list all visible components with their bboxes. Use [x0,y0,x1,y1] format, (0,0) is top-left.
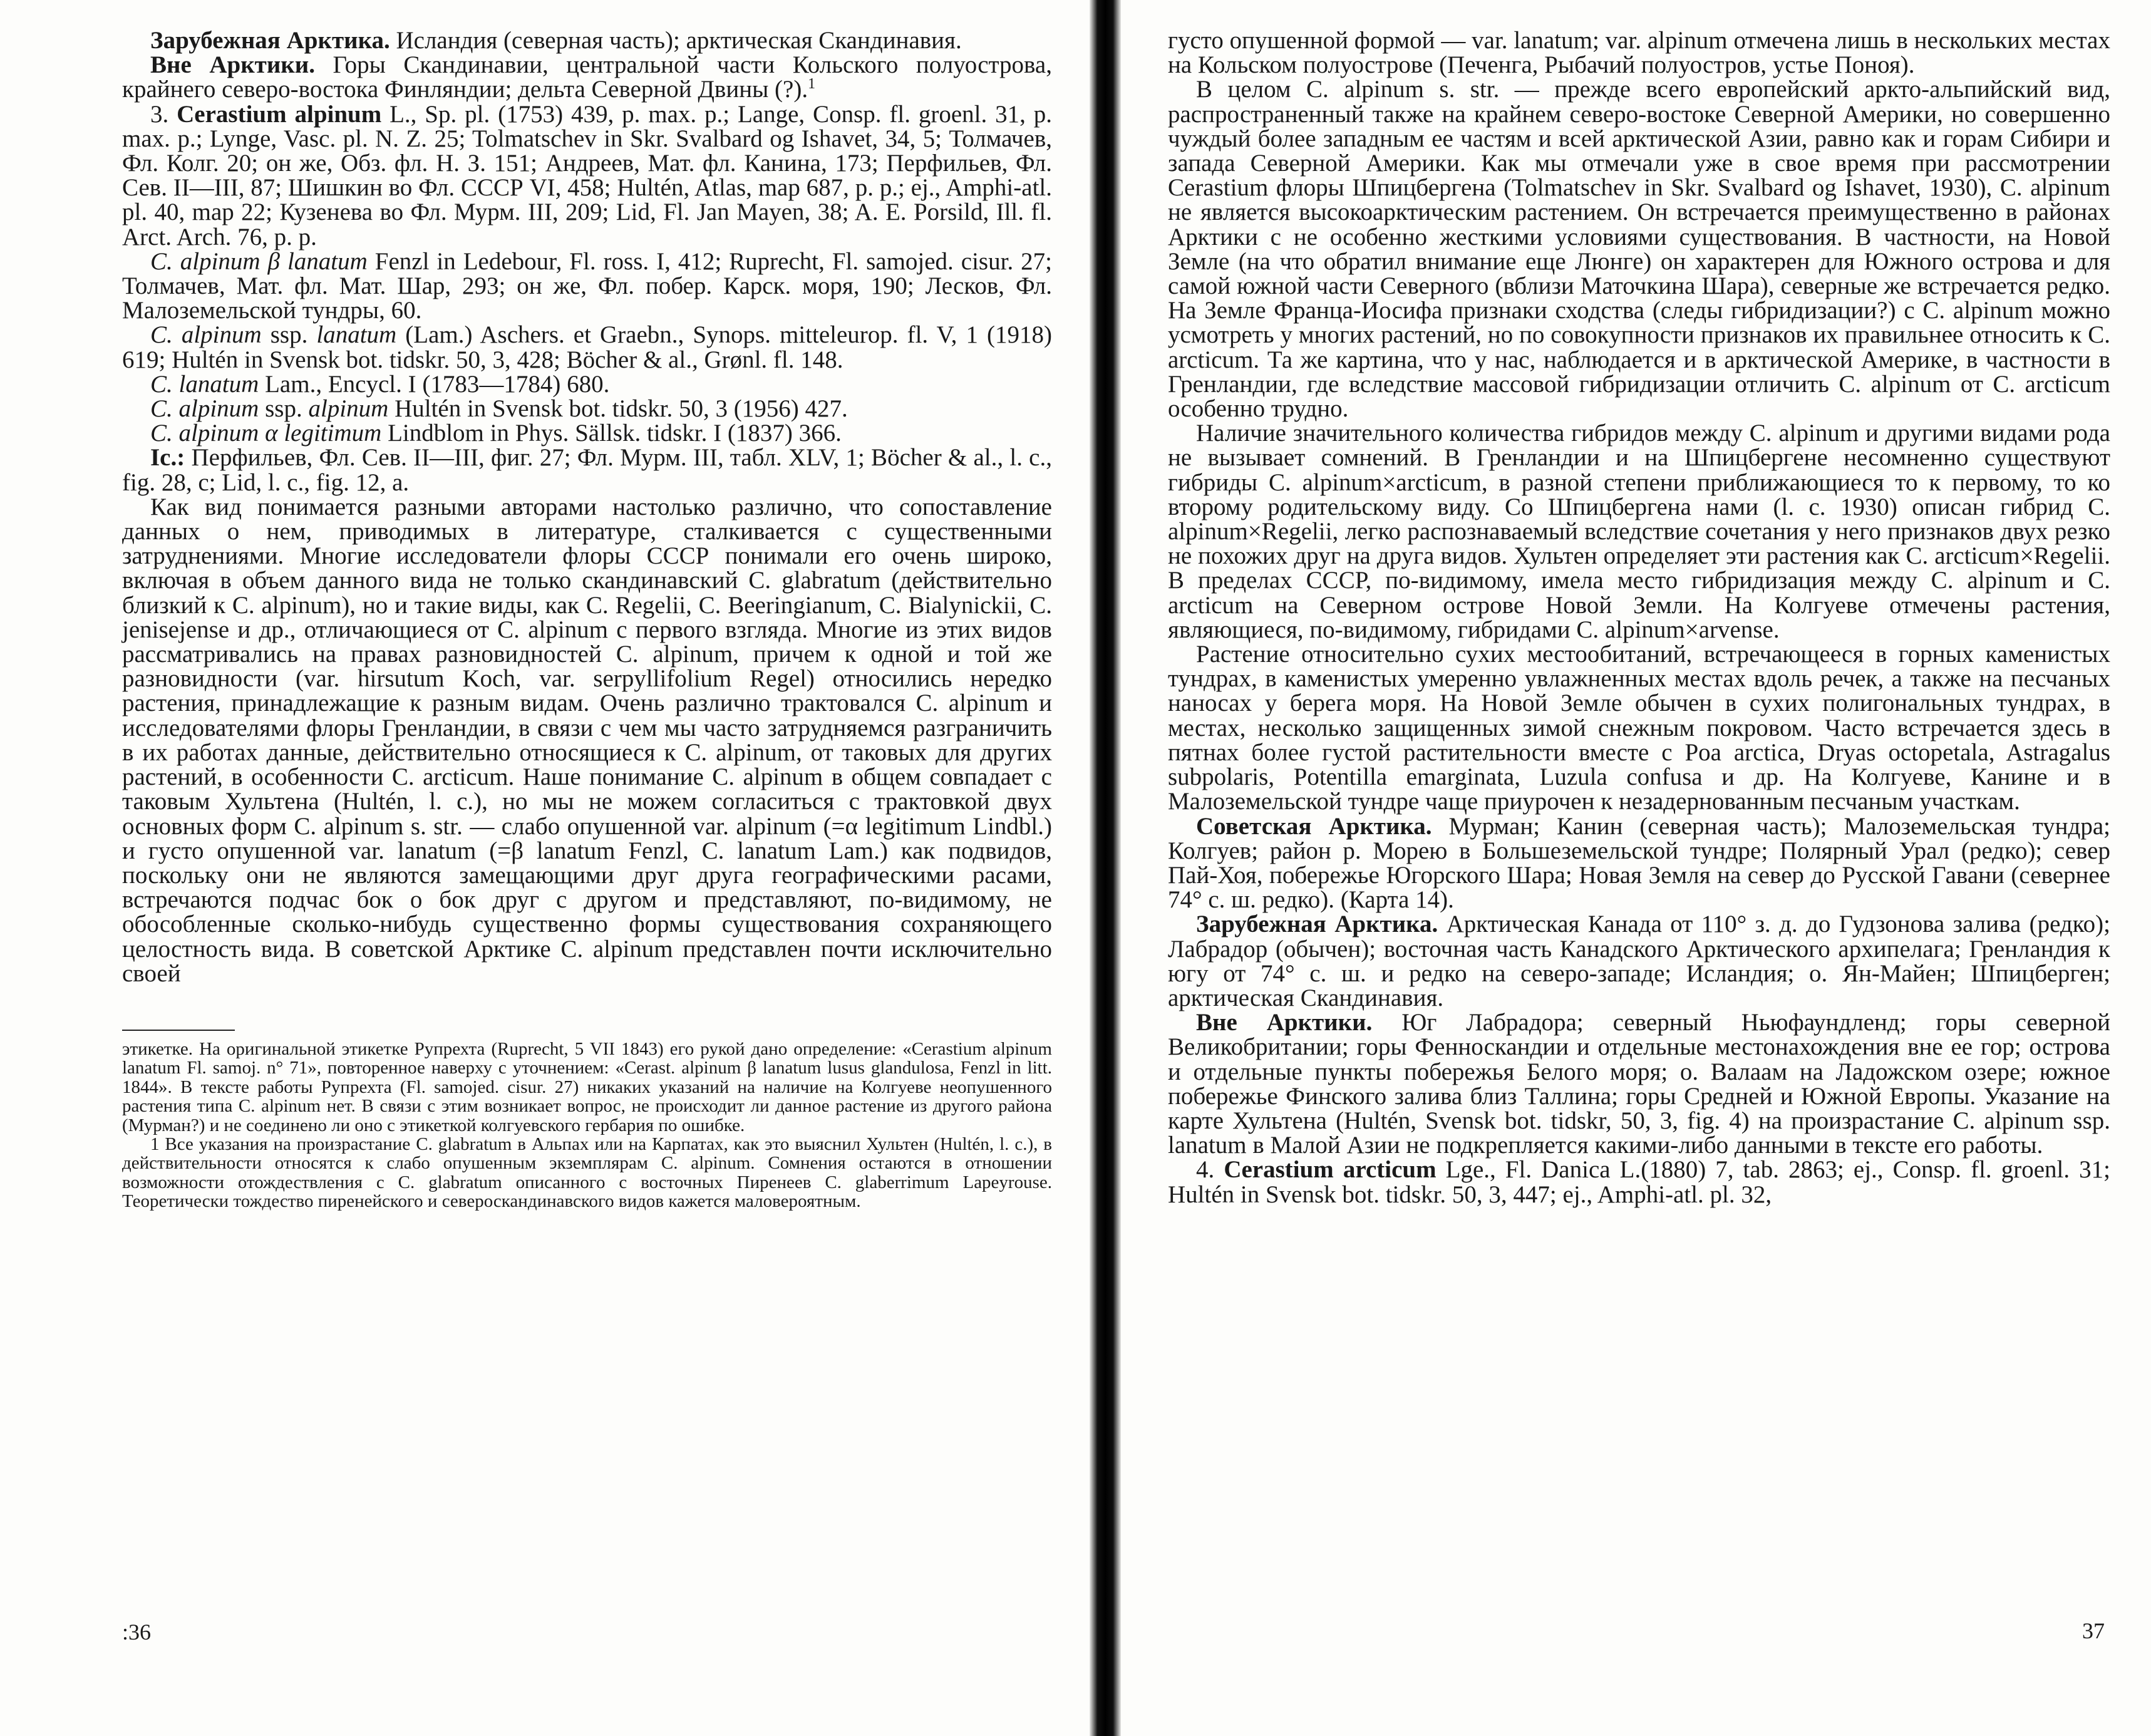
heading-soviet-arctic: Советская Арктика. [1196,812,1432,840]
right-page-text [1168,28,2110,1207]
book-gutter-shadow [1090,0,1121,1736]
synonym-entry: C. alpinum ssp. lanatum (Lam.) Aschers. et Graebn., Synops. mitteleurop. fl. V, 1 (1918) 619; Hultén in Svensk bot. tidskr. 50, 3, 428; Böcher & al., Grønl. fl. 148. [122,321,1052,373]
heading-foreign-arctic: Зарубежная Арктика. [1196,911,1438,938]
right-page [1121,0,2151,1736]
synonym-entry: C. lanatum Lam., Encycl. I (1783—1784) 680. [150,370,610,398]
species-entry-cerastium-alpinum: 3. Cerastium alpinum L., Sp. pl. (1753) 439, p. max. p.; Lange, Consp. fl. groenl. 31, p. max. p.; Lynge, Vasc. pl. N. Z. 25; Tolmatschev in Skr. Svalbard og Ishavet, 34, 5; Толмачев, Фл. Колг. 20; он же, Обз. фл. Н. З. 151; Андреев, Мат. фл. Канина, 173; Перфильев, Фл. Сев. II—III, 87; Шишкин во Фл. СССР VI, 458; Hultén, Atlas, map 687, p. p.; ej., Amphi-atl. pl. 40, map 22; Кузенева во Фл. Мурм. III, 209; Lid, Fl. Jan Mayen, 38; A. E. Porsild, Ill. fl. Arct. Arch. 76, p. p. [122,100,1052,251]
icones-entry: Ic.: Перфильев, Фл. Сев. II—III, фиг. 27; Фл. Мурм. III, табл. XLV, 1; Böcher & al., l. c., fig. 28, c; Lid, l. c., fig. 12, a. [122,444,1052,496]
body-paragraph: Как вид понимается разными авторами настолько различно, что сопоставление данных о нем, приводимых в литературе, сталкивается с существенными затруднениями. Многие исследователи флоры СССР понимали его очень широко, включая в объем данного вида не только скандинавский C. glabratum (действительно близкий к C. alpinum), но и такие виды, как C. Regelii, C. Beeringianum, C. Bialynickii, C. jenisejense и др., отличающиеся от C. alpinum с первого взгляда. Многие из этих видов рассматривались на правах разновидностей C. alpinum, причем к одной и той же разновидности (var. hirsutum Koch, var. serpyllifolium Regel) относились нередко растения, принадлежащие к разным видам. Очень различно трактовался C. alpinum и исследователями флоры Гренландии, в связи с чем мы часто затрудняемся разграничить в их работах данные, действительно относящиеся к C. alpinum, от таковых для других растений, в особенности C. arcticum. Наше понимание C. alpinum в общем совпадает с таковым Хультена (Hultén, l. c.), но мы не можем согласиться с трактовкой двух основных форм C. alpinum s. str. — слабо опушенной var. alpinum (=α legitimum Lindbl.) и густо опушенной var. lanatum (=β lanatum Fenzl, C. lanatum Lam.) как подвидов, поскольку они не являются замещающими друг друга географическими расами, встречаются подчас бок о бок друг с другом и представляют, по-видимому, не обособленные сколько-нибудь существенно формы существования сохраняющего целостность вида. В советской Арктике C. alpinum представлен почти исключительно своей [122,493,1052,987]
body-paragraph: Растение относительно сухих местообитаний, встречающееся в горных каменистых тундрах, в каменистых умеренно увлажненных местах вдоль речек, а также на песчаных наносах у берега моря. На Новой Земле обычен в сухих полигональных тундрах, в местах, несколько защищенных зимой снежным покровом. Часто встречается здесь в пятнах более густой растительности вместе с Poa arctica, Dryas octopetala, Astragalus subpolaris, Potentilla emarginata, Luzula confusa и др. На Колгуеве, Канине и в Малоземельской тундре чаще приурочен к незадернованным песчаным участкам. [1168,641,2110,815]
heading-outside-arctic: Вне Арктики. [150,51,315,79]
footnote-1: 1 Все указания на произрастание C. glabratum в Альпах или на Карпатах, как это выяснил Хультен (Hultén, l. c.), в действительности относятся к слабо опушенным экземплярам C. alpinum. Сомнения остаются в отношении возможности отождествления с C. glabratum описанного с восточных Пиренеев C. glaberrimum Lapeyrouse. Теоретически тождество пиренейского и североскандинавского видов кажется маловероятным. [122,1134,1052,1212]
footnote-continuation: этикетке. На оригинальной этикетке Рупрехта (Ruprecht, 5 VII 1843) его рукой дано определение: «Cerastium alpinum lanatum Fl. samoj. n° 71», повторенное наверху с уточнением: «Cerast. alpinum β lanatum lusus glandulosa, Fenzl in litt. 1844». В тексте работы Рупрехта (Fl. samojed. cisur. 27) никаких указаний на наличие на Колгуеве неопушенного растения типа C. alpinum нет. В связи с этим возникает вопрос, не происходит ли данное растение из другого района (Мурман?) и не соединено ли оно с этикеткой колгуевского гербария по ошибке. [122,1038,1052,1135]
left-page-text [122,28,1052,1211]
synonym-entry: C. alpinum ssp. alpinum Hultén in Svensk bot. tidskr. 50, 3 (1956) 427. [150,395,848,423]
paragraph-outside-arctic: Вне Арктики. Юг Лабрадора; северный Ньюфаундленд; горы северной Великобритании; горы Фенноскандии и отдельные местонахождения вне ее гор; острова и отдельные пункты побережья Белого моря; о. Валаам на Ладожском озере; южное побережье Финского залива близ Таллина; горы Средней и Южной Европы. Указание на карте Хультена (Hultén, Svensk bot. tidskr, 50, 3, fig. 4) на произрастание C. alpinum ssp. lanatum в Малой Азии не подкрепляется какими-либо данными в тексте его работы. [1168,1009,2110,1159]
body-paragraph: Наличие значительного количества гибридов между C. alpinum и другими видами рода не вызывает сомнений. В Гренландии и на Шпицбергене несомненно существуют гибриды C. alpinum×arcticum, в разной степени приближающиеся то к первому, то ко второму родительскому виду. Со Шпицбергена нами (l. c. 1930) описан гибрид C. alpinum×Regelii, легко распознаваемый вследствие сочетания у него признаков двух резко не похожих друг на друга видов. Хультен определяет эти растения как C. arcticum×Regelii. В пределах СССР, по-видимому, имела место гибридизация между C. alpinum и C. arcticum на Северном острове Новой Земли. На Колгуеве отмечены растения, являющиеся, по-видимому, гибридами C. alpinum×arvense. [1168,420,2110,643]
paragraph-soviet-arctic: Советская Арктика. Мурман; Канин (северная часть); Малоземельская тундра; Колгуев; район р. Морею в Большеземельской тундре; Полярный Урал (редко); север Пай-Хоя, побережье Югорского Шара; Новая Земля на север до Русской Гавани (севернее 74° с. ш. редко). (Карта 14). [1168,812,2110,914]
paragraph-foreign-arctic: Зарубежная Арктика. Арктическая Канада от 110° з. д. до Гудзонова залива (редко); Лабрадор (обычен); восточная часть Канадского Арктического архипелага; Гренландия к югу от 74° с. ш. и редко на северо-западе; Исландия; о. Ян-Майен; Шпицберген; арктическая Скандинавия. [1168,911,2111,1011]
species-name: Cerastium arcticum [1224,1156,1437,1184]
heading-foreign-arctic: Зарубежная Арктика. [150,27,390,54]
paragraph-foreign-arctic: Зарубежная Арктика. Исландия (северная часть); арктическая Скандинавия. [150,27,962,54]
page-number-left: :36 [122,1620,152,1645]
species-entry-cerastium-arcticum: 4. Cerastium arcticum Lge., Fl. Danica L.(1880) 7, tab. 2863; ej., Consp. fl. groenl. 31; Hultén in Svensk bot. tidskr. 50, 3, 447; ej., Amphi-atl. pl. 32, [1168,1156,2111,1208]
body-paragraph-continued: густо опушенной формой — var. lanatum; var. alpinum отмечена лишь в нескольких местах на Кольском полуострове (Печенга, Рыбачий полуостров, устье Поноя). [1168,27,2110,79]
synonym-entry: C. alpinum α legitimum Lindblom in Phys. Sällsk. tidskr. I (1837) 366. [150,420,842,447]
species-name: Cerastium alpinum [177,100,382,128]
footnote-divider [122,1030,235,1031]
paragraph-outside-arctic: Вне Арктики. Горы Скандинавии, центральной части Кольского полуострова, крайнего северо-востока Финляндии; дельта Северной Двины (?).$^1$ [122,51,1052,103]
heading-outside-arctic: Вне Арктики. [1196,1009,1373,1036]
footnotes [122,1040,1052,1211]
page-number-right: 37 [2082,1618,2105,1643]
synonym-entry: C. alpinum β lanatum Fenzl in Ledebour, Fl. ross. I, 412; Ruprecht, Fl. samojed. cisur. 27; Толмачев, Мат. фл. Мат. Шар, 293; он же, Фл. побер. Карск. моря, 190; Лесков, Фл. Малоземельской тундры, 60. [122,247,1053,324]
body-paragraph: В целом C. alpinum s. str. — прежде всего европейский аркто-альпийский вид, распространенный также на крайнем северо-востоке Северной Америки, но совершенно чуждый более западным ее частям и всей арктической Азии, равно как и горам Сибири и запада Северной Америки. Как мы отмечали уже в свое время при рассмотрении Cerastium флоры Шпицбергена (Tolmatschev in Skr. Svalbard og Ishavet, 1930), C. alpinum не является высокоарктическим растением. Он встречается преимущественно в районах Арктики с не особенно жесткими условиями существования. В частности, на Новой Земле (на что обратил внимание еще Люнге) он характерен для Южного острова и для самой южной части Северного (вблизи Маточкина Шара), северные же встречается редко. На Земле Франца-Иосифа признаки сходства (следы гибридизации?) с C. alpinum можно усмотреть у многих растений, но по совокупности признаков их правильнее относить к C. arcticum. Та же картина, что у нас, наблюдается и в арктической Америке, в частности в Гренландии, где вследствие массовой гибридизации отличить C. alpinum от C. arcticum особенно трудно. [1168,76,2110,423]
footnote-marker: 1 [808,76,816,93]
